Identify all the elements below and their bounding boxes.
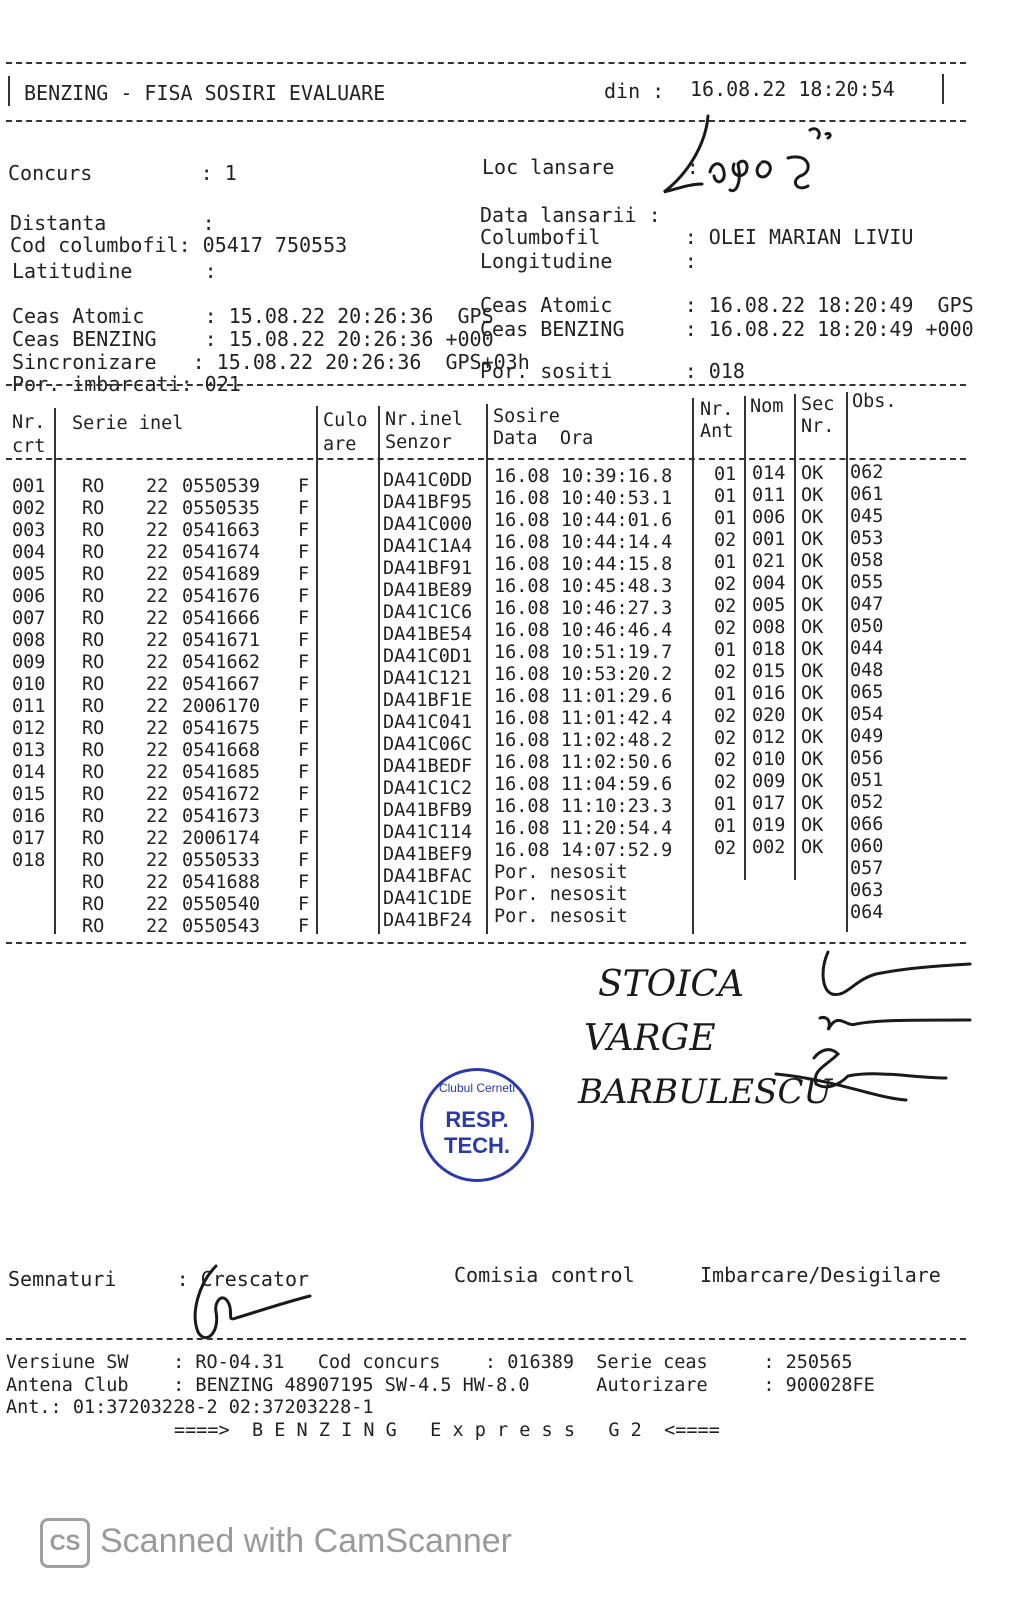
longitudine-field: Longitudine : [480, 249, 697, 273]
cell-senzor: DA41C06C [383, 734, 473, 755]
cell-sex: F [298, 608, 310, 629]
cell-sosire: 16.08 10:46:46.4 [494, 620, 673, 641]
cell-inel: 0541672 [182, 784, 260, 805]
cell-tara: RO [82, 762, 105, 783]
cell-inel: 0541674 [182, 542, 260, 563]
din-label: din : [604, 79, 665, 103]
stamp-club-name: Clubul Cerneti [438, 1081, 516, 1095]
cell-inel: 0550543 [182, 916, 260, 937]
report-title: BENZING - FISA SOSIRI EVALUARE [24, 81, 386, 105]
cell-sosire: 16.08 11:20:54.4 [494, 818, 673, 839]
cell-tara: RO [82, 872, 105, 893]
cell-crt: 005 [12, 564, 46, 585]
cell-sec: OK [801, 726, 824, 748]
cell-an: 22 [146, 564, 169, 585]
col-sosire: Sosire [493, 406, 560, 427]
commission-name-1: STOICA [598, 964, 744, 1005]
cell-obs: 060 [850, 836, 884, 858]
cell-senzor: DA41C1C2 [383, 778, 473, 799]
cell-sec: OK [801, 770, 824, 792]
cell-sex: F [298, 586, 310, 607]
cell-sosire: Por. nesosit [494, 862, 628, 883]
cell-tara: RO [82, 498, 105, 519]
cell-crt: 003 [12, 520, 46, 541]
cell-sex: F [298, 806, 310, 827]
cell-ant: 02 [714, 661, 737, 683]
cell-sosire: 16.08 14:07:52.9 [494, 840, 673, 861]
cell-sex: F [298, 696, 310, 717]
cell-senzor: DA41BF24 [383, 910, 473, 931]
cell-obs: 066 [850, 814, 884, 836]
distanta-field: Distanta : [10, 211, 215, 235]
cell-crt: 001 [12, 476, 46, 497]
cell-inel: 0541689 [182, 564, 260, 585]
cell-an: 22 [146, 850, 169, 871]
cell-nom: 008 [752, 617, 786, 639]
camscanner-logo-icon: CS [40, 1518, 90, 1568]
cell-an: 22 [146, 718, 169, 739]
cell-tara: RO [82, 674, 105, 695]
cell-senzor: DA41C1A4 [383, 536, 473, 557]
cell-ant: 02 [714, 529, 737, 551]
cell-obs: 047 [850, 594, 884, 616]
cell-sosire: 16.08 10:53:20.2 [494, 664, 673, 685]
semnaturi-comisia: Comisia control [454, 1263, 635, 1287]
cell-sec: OK [801, 506, 824, 528]
cell-sosire: 16.08 10:51:19.7 [494, 642, 673, 663]
cell-tara: RO [82, 520, 105, 541]
cell-sosire: 16.08 10:44:01.6 [494, 510, 673, 531]
cell-ant: 02 [714, 749, 737, 771]
cell-crt: 011 [12, 696, 46, 717]
data-lansarii-field: Data lansarii : [480, 203, 661, 227]
cell-sosire: 16.08 10:45:48.3 [494, 576, 673, 597]
cell-crt: 004 [12, 542, 46, 563]
cell-nom: 020 [752, 705, 786, 727]
header-left-bar [8, 76, 10, 106]
cell-ant: 01 [714, 815, 737, 837]
cell-obs: 058 [850, 550, 884, 572]
cell-ant: 01 [714, 507, 737, 529]
cell-nom: 004 [752, 573, 786, 595]
cell-sosire: 16.08 11:01:29.6 [494, 686, 673, 707]
semnaturi-imbarcare: Imbarcare/Desigilare [700, 1263, 941, 1287]
cell-ant: 01 [714, 463, 737, 485]
cell-an: 22 [146, 498, 169, 519]
columbofil-field: Columbofil : OLEI MARIAN LIVIU [480, 225, 914, 249]
cell-nom: 009 [752, 771, 786, 793]
cell-crt: 012 [12, 718, 46, 739]
cell-sex: F [298, 828, 310, 849]
cell-inel: 0550535 [182, 498, 260, 519]
cell-nom: 011 [752, 485, 786, 507]
table-top-rule [6, 384, 966, 386]
cell-senzor: DA41C1C6 [383, 602, 473, 623]
camscanner-text: Scanned with CamScanner [100, 1522, 513, 1560]
cell-tara: RO [82, 850, 105, 871]
cell-an: 22 [146, 828, 169, 849]
footer-antena: Antena Club : BENZING 48907195 SW-4.5 HW-8.0 Autorizare : 900028FE [6, 1375, 875, 1396]
cell-sosire: 16.08 10:44:15.8 [494, 554, 673, 575]
cell-tara: RO [82, 476, 105, 497]
cell-sec: OK [801, 704, 824, 726]
cell-crt: 010 [12, 674, 46, 695]
report-datetime: 16.08.22 18:20:54 [690, 77, 895, 101]
latitudine-field: Latitudine : [12, 259, 217, 283]
footer-ant-ids: Ant.: 01:37203228-2 02:37203228-1 [6, 1397, 374, 1418]
semnaturi-crescator: Semnaturi : Crescator [8, 1267, 310, 1291]
col-are: are [323, 434, 357, 455]
table-bottom-rule [6, 942, 966, 944]
cell-inel: 0541685 [182, 762, 260, 783]
cell-sex: F [298, 850, 310, 871]
footer-rule [6, 1338, 966, 1340]
cell-nom: 019 [752, 815, 786, 837]
cell-tara: RO [82, 652, 105, 673]
cell-tara: RO [82, 696, 105, 717]
cell-inel: 2006170 [182, 696, 260, 717]
cell-sec: OK [801, 682, 824, 704]
cell-obs: 057 [850, 858, 884, 880]
cell-ant: 01 [714, 793, 737, 815]
cell-tara: RO [82, 586, 105, 607]
col-sec-nr: Nr. [801, 416, 835, 437]
cell-tara: RO [82, 806, 105, 827]
loc-lansare-field: Loc lansare : [482, 155, 699, 179]
cell-tara: RO [82, 894, 105, 915]
cell-an: 22 [146, 586, 169, 607]
col-nr-ant: Nr. [700, 399, 734, 420]
cell-senzor: DA41BF1E [383, 690, 473, 711]
cell-inel: 0541673 [182, 806, 260, 827]
cell-an: 22 [146, 806, 169, 827]
col-nr-inel: Nr.inel [385, 409, 463, 430]
club-stamp [420, 1068, 534, 1182]
cell-obs: 049 [850, 726, 884, 748]
cell-obs: 053 [850, 528, 884, 550]
cod-columbofil-field: Cod columbofil: 05417 750553 [10, 233, 348, 257]
cell-sec: OK [801, 814, 824, 836]
cell-an: 22 [146, 652, 169, 673]
cell-an: 22 [146, 542, 169, 563]
cell-crt: 015 [12, 784, 46, 805]
cell-sex: F [298, 498, 310, 519]
cell-nom: 018 [752, 639, 786, 661]
loc-lansare-handwriting [650, 112, 850, 204]
cell-obs: 055 [850, 572, 884, 594]
cell-sosire: Por. nesosit [494, 906, 628, 927]
cell-an: 22 [146, 894, 169, 915]
cell-inel: 0541675 [182, 718, 260, 739]
cell-an: 22 [146, 762, 169, 783]
cell-obs: 052 [850, 792, 884, 814]
cell-sec: OK [801, 550, 824, 572]
cell-sex: F [298, 916, 310, 937]
cell-nom: 021 [752, 551, 786, 573]
cell-crt: 009 [12, 652, 46, 673]
cell-obs: 048 [850, 660, 884, 682]
cell-crt: 018 [12, 850, 46, 871]
cell-obs: 062 [850, 462, 884, 484]
cell-sex: F [298, 784, 310, 805]
cell-sec: OK [801, 638, 824, 660]
cell-sosire: 16.08 11:10:23.3 [494, 796, 673, 817]
cell-senzor: DA41BFB9 [383, 800, 473, 821]
cell-senzor: DA41BEDF [383, 756, 473, 777]
cell-ant: 02 [714, 573, 737, 595]
cell-senzor: DA41BE89 [383, 580, 473, 601]
cell-sec: OK [801, 616, 824, 638]
cell-crt: 016 [12, 806, 46, 827]
cell-nom: 010 [752, 749, 786, 771]
cell-an: 22 [146, 608, 169, 629]
col-ant: Ant [700, 421, 734, 442]
ceas-benzing-start: Ceas BENZING : 15.08.22 20:26:36 +000 [12, 327, 494, 351]
cell-sex: F [298, 740, 310, 761]
cell-ant: 01 [714, 639, 737, 661]
cell-ant: 01 [714, 683, 737, 705]
cell-nom: 005 [752, 595, 786, 617]
cell-sec: OK [801, 836, 824, 858]
cell-sosire: 16.08 10:46:27.3 [494, 598, 673, 619]
commission-name-3: BARBULESCU [578, 1072, 833, 1112]
cell-an: 22 [146, 674, 169, 695]
cell-sex: F [298, 542, 310, 563]
cell-sosire: 16.08 10:44:14.4 [494, 532, 673, 553]
stamp-text: RESP. TECH. [444, 1107, 510, 1158]
cell-inel: 0550533 [182, 850, 260, 871]
cell-tara: RO [82, 784, 105, 805]
cell-obs: 065 [850, 682, 884, 704]
cell-senzor: DA41BF95 [383, 492, 473, 513]
cell-senzor: DA41BFAC [383, 866, 473, 887]
cell-an: 22 [146, 520, 169, 541]
cell-nom: 012 [752, 727, 786, 749]
cell-sec: OK [801, 572, 824, 594]
cell-inel: 0541668 [182, 740, 260, 761]
col-obs: Obs. [852, 391, 897, 412]
cell-tara: RO [82, 718, 105, 739]
cell-senzor: DA41C121 [383, 668, 473, 689]
cell-crt: 013 [12, 740, 46, 761]
cell-nom: 014 [752, 463, 786, 485]
footer-version: Versiune SW : RO-04.31 Cod concurs : 016389 Serie ceas : 250565 [6, 1352, 853, 1373]
cell-inel: 0541671 [182, 630, 260, 651]
cell-sosire: Por. nesosit [494, 884, 628, 905]
cell-nom: 001 [752, 529, 786, 551]
cell-crt: 002 [12, 498, 46, 519]
cell-sec: OK [801, 462, 824, 484]
col-nom: Nom [750, 396, 784, 417]
col-nr: Nr. [12, 412, 46, 433]
cell-senzor: DA41C0DD [383, 470, 473, 491]
cell-nom: 017 [752, 793, 786, 815]
cell-sec: OK [801, 484, 824, 506]
cell-tara: RO [82, 916, 105, 937]
cell-inel: 0541663 [182, 520, 260, 541]
cell-sosire: 16.08 11:02:48.2 [494, 730, 673, 751]
cell-an: 22 [146, 630, 169, 651]
cell-inel: 0550539 [182, 476, 260, 497]
cell-sec: OK [801, 748, 824, 770]
cell-ant: 01 [714, 551, 737, 573]
cell-inel: 2006174 [182, 828, 260, 849]
cell-sex: F [298, 630, 310, 651]
cell-crt: 006 [12, 586, 46, 607]
cell-inel: 0541662 [182, 652, 260, 673]
cell-sex: F [298, 762, 310, 783]
col-sec: Sec [801, 394, 835, 415]
cell-sex: F [298, 894, 310, 915]
cell-crt: 008 [12, 630, 46, 651]
cell-an: 22 [146, 696, 169, 717]
cell-sex: F [298, 718, 310, 739]
cell-obs: 054 [850, 704, 884, 726]
cell-sex: F [298, 564, 310, 585]
top-rule [6, 62, 966, 64]
cell-ant: 02 [714, 771, 737, 793]
cell-sec: OK [801, 594, 824, 616]
cell-sex: F [298, 674, 310, 695]
cell-tara: RO [82, 564, 105, 585]
cell-inel: 0550540 [182, 894, 260, 915]
cell-sec: OK [801, 528, 824, 550]
ceas-atomic-start: Ceas Atomic : 15.08.22 20:26:36 GPS [12, 304, 494, 328]
por-sositi-field: Por. sositi : 018 [480, 359, 745, 383]
col-serie-inel: Serie inel [72, 413, 184, 434]
cell-senzor: DA41C114 [383, 822, 473, 843]
cell-sex: F [298, 520, 310, 541]
cell-nom: 002 [752, 837, 786, 859]
cell-an: 22 [146, 916, 169, 937]
cell-senzor: DA41BEF9 [383, 844, 473, 865]
cell-sex: F [298, 872, 310, 893]
cell-an: 22 [146, 740, 169, 761]
cell-sosire: 16.08 11:04:59.6 [494, 774, 673, 795]
cell-an: 22 [146, 872, 169, 893]
cell-sex: F [298, 476, 310, 497]
cell-ant: 02 [714, 837, 737, 859]
header-right-bar [942, 74, 944, 104]
cell-obs: 044 [850, 638, 884, 660]
cell-inel: 0541666 [182, 608, 260, 629]
cell-obs: 051 [850, 770, 884, 792]
cell-inel: 0541676 [182, 586, 260, 607]
cell-an: 22 [146, 476, 169, 497]
por-imbarcati-field: Por. imbarcati: 021 [12, 372, 241, 396]
cell-obs: 045 [850, 506, 884, 528]
sincronizare-field: Sincronizare : 15.08.22 20:26:36 GPS+03h [12, 350, 530, 374]
col-data-ora: Data Ora [493, 428, 594, 449]
cell-obs: 056 [850, 748, 884, 770]
cell-senzor: DA41C1DE [383, 888, 473, 909]
cell-crt: 007 [12, 608, 46, 629]
commission-name-2: VARGE [584, 1018, 716, 1059]
cell-ant: 02 [714, 727, 737, 749]
cell-senzor: DA41C041 [383, 712, 473, 733]
col-senzor: Senzor [385, 432, 452, 453]
cell-ant: 01 [714, 485, 737, 507]
concurs-field: Concurs : 1 [8, 161, 237, 185]
cell-nom: 006 [752, 507, 786, 529]
cell-senzor: DA41BF91 [383, 558, 473, 579]
cell-obs: 061 [850, 484, 884, 506]
cell-sosire: 16.08 10:40:53.1 [494, 488, 673, 509]
cell-tara: RO [82, 740, 105, 761]
cell-tara: RO [82, 608, 105, 629]
cell-inel: 0541667 [182, 674, 260, 695]
cell-sosire: 16.08 11:02:50.6 [494, 752, 673, 773]
footer-brand: ====> B E N Z I N G E x p r e s s G 2 <==== [174, 1420, 720, 1441]
col-culo: Culo [323, 410, 368, 431]
cell-obs: 050 [850, 616, 884, 638]
cell-nom: 015 [752, 661, 786, 683]
cell-tara: RO [82, 828, 105, 849]
cell-inel: 0541688 [182, 872, 260, 893]
cell-obs: 063 [850, 880, 884, 902]
cell-senzor: DA41C0D1 [383, 646, 473, 667]
cell-sec: OK [801, 660, 824, 682]
cell-obs: 064 [850, 902, 884, 924]
cell-sosire: 16.08 11:01:42.4 [494, 708, 673, 729]
cell-sec: OK [801, 792, 824, 814]
cell-sosire: 16.08 10:39:16.8 [494, 466, 673, 487]
ceas-atomic-end: Ceas Atomic : 16.08.22 18:20:49 GPS [480, 293, 974, 317]
cell-ant: 02 [714, 595, 737, 617]
ceas-benzing-end: Ceas BENZING : 16.08.22 18:20:49 +000 [480, 317, 974, 341]
cell-tara: RO [82, 542, 105, 563]
cell-crt: 017 [12, 828, 46, 849]
cell-senzor: DA41BE54 [383, 624, 473, 645]
cell-ant: 02 [714, 705, 737, 727]
cell-ant: 02 [714, 617, 737, 639]
cell-sex: F [298, 652, 310, 673]
cell-tara: RO [82, 630, 105, 651]
cell-crt: 014 [12, 762, 46, 783]
cell-nom: 016 [752, 683, 786, 705]
cell-senzor: DA41C000 [383, 514, 473, 535]
col-crt: crt [12, 436, 46, 457]
cell-an: 22 [146, 784, 169, 805]
